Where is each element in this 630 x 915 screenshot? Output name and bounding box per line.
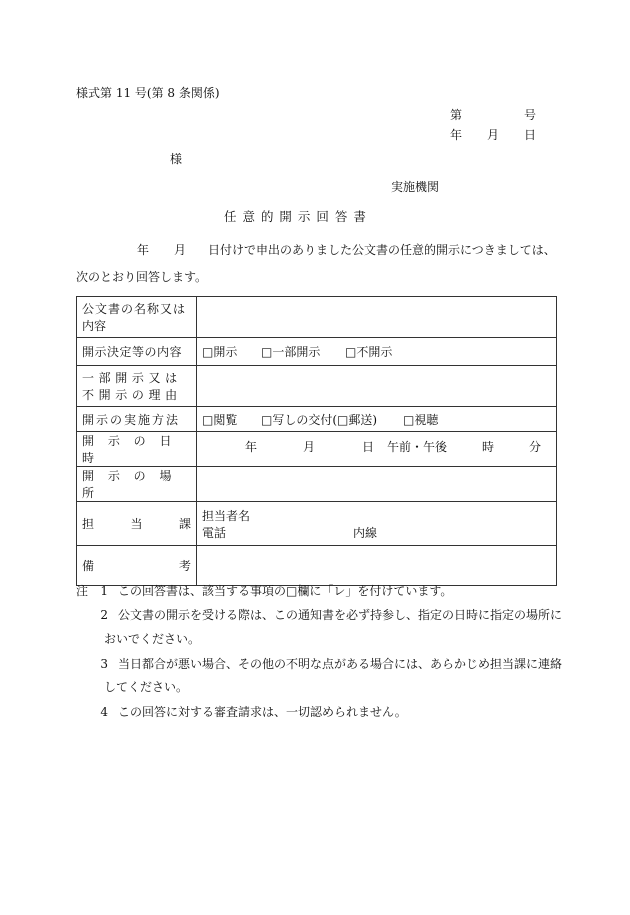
label-remarks-char2: 考	[178, 559, 191, 573]
value-document-name[interactable]	[197, 297, 557, 338]
checkbox-disclosure[interactable]: □開示	[202, 345, 238, 359]
label-document-name-line1: 公文書の名称又は	[82, 302, 187, 316]
table-row-method	[77, 407, 557, 432]
datetime-month: 月	[303, 440, 316, 454]
label-datetime: 開 示 の 日 時	[77, 432, 197, 467]
value-reason[interactable]	[197, 366, 557, 407]
value-department	[197, 502, 557, 546]
label-document-name	[77, 297, 197, 338]
contact-person-label: 担当者名	[202, 508, 251, 523]
table-row-department	[77, 502, 557, 546]
issuer: 実施機関	[391, 180, 440, 194]
note-4-text: この回答に対する審査請求は、一切認められません。	[118, 705, 407, 719]
table-row-remarks	[77, 546, 557, 586]
datetime-year: 年	[245, 440, 258, 454]
checkbox-non-disclosure[interactable]: □不開示	[345, 345, 393, 359]
label-place: 開 示 の 場 所	[77, 467, 197, 502]
label-decision: 開示決定等の内容	[77, 338, 197, 366]
table-row-document-name	[77, 297, 557, 338]
addressee-suffix: 様	[170, 152, 183, 166]
extension-label: 内線	[353, 526, 378, 540]
label-department-char3: 課	[178, 517, 191, 531]
note-2	[92, 606, 562, 623]
value-place[interactable]	[197, 467, 557, 502]
intro-year: 年	[137, 243, 150, 257]
label-document-name-line2: 内容	[82, 319, 107, 333]
datetime-hour: 時	[482, 440, 495, 454]
checkbox-partial-disclosure[interactable]: □一部開示	[261, 345, 321, 359]
intro-month: 月	[174, 243, 187, 257]
note-1-text: この回答書は、該当する事項の□欄に「レ」を付けています。	[118, 584, 453, 598]
value-method	[197, 407, 557, 432]
label-remarks	[77, 546, 197, 586]
checkbox-copy-delivery[interactable]: □写しの交付(□郵送)	[261, 412, 378, 427]
doc-number-go: 号	[524, 108, 537, 122]
intro-line2: 次のとおり回答します。	[76, 270, 208, 284]
note-1-number: 1	[100, 584, 108, 598]
value-datetime	[197, 432, 557, 467]
table-row-reason	[77, 366, 557, 407]
table-row-decision	[77, 338, 557, 366]
notes-prefix: 注	[76, 584, 89, 598]
form-number: 様式第 11 号(第 8 条関係)	[76, 86, 220, 100]
note-2-text-line1: 公文書の開示を受ける際は、この通知書を必ず持参し、指定の日時に指定の場所に	[118, 608, 563, 622]
date-year: 年	[450, 128, 463, 142]
note-3-text-line2: してください。	[104, 680, 189, 694]
label-method: 開示の実施方法	[77, 407, 197, 432]
datetime-day: 日	[362, 440, 375, 454]
note-4	[92, 703, 407, 720]
intro-line1: 日付けで申出のありました公文書の任意的開示につきましては、	[208, 243, 556, 257]
note-2-text-line2: おいでください。	[104, 632, 201, 646]
note-3	[92, 655, 562, 672]
note-4-number: 4	[100, 705, 108, 719]
label-reason-line1: 一 部 開 示 又 は	[82, 371, 178, 385]
date-day: 日	[524, 128, 537, 142]
checkbox-audiovisual[interactable]: □視聴	[403, 412, 439, 427]
value-decision	[197, 338, 557, 366]
table-row-place	[77, 467, 557, 502]
label-department-char2: 当	[130, 517, 143, 531]
response-table	[76, 296, 557, 586]
label-reason-line2: 不 開 示 の 理 由	[82, 388, 178, 402]
document-title: 任 意 的 開 示 回 答 書	[224, 209, 367, 224]
note-3-number: 3	[100, 657, 108, 671]
note-3-text-line1: 当日都合が悪い場合、その他の不明な点がある場合には、あらかじめ担当課に連絡	[118, 657, 563, 671]
phone-label: 電話	[202, 525, 227, 540]
note-1	[92, 582, 452, 599]
note-2-number: 2	[100, 608, 108, 622]
table-row-datetime	[77, 432, 557, 467]
label-department-char1: 担	[82, 517, 95, 531]
datetime-minute: 分	[529, 440, 542, 454]
checkbox-viewing[interactable]: □閲覧	[202, 412, 238, 427]
datetime-ampm: 午前・午後	[387, 440, 448, 454]
label-remarks-char1: 備	[82, 559, 95, 573]
label-reason	[77, 366, 197, 407]
date-month: 月	[487, 128, 500, 142]
label-department	[77, 502, 197, 546]
value-remarks[interactable]	[197, 546, 557, 586]
doc-number-dai: 第	[450, 108, 463, 122]
